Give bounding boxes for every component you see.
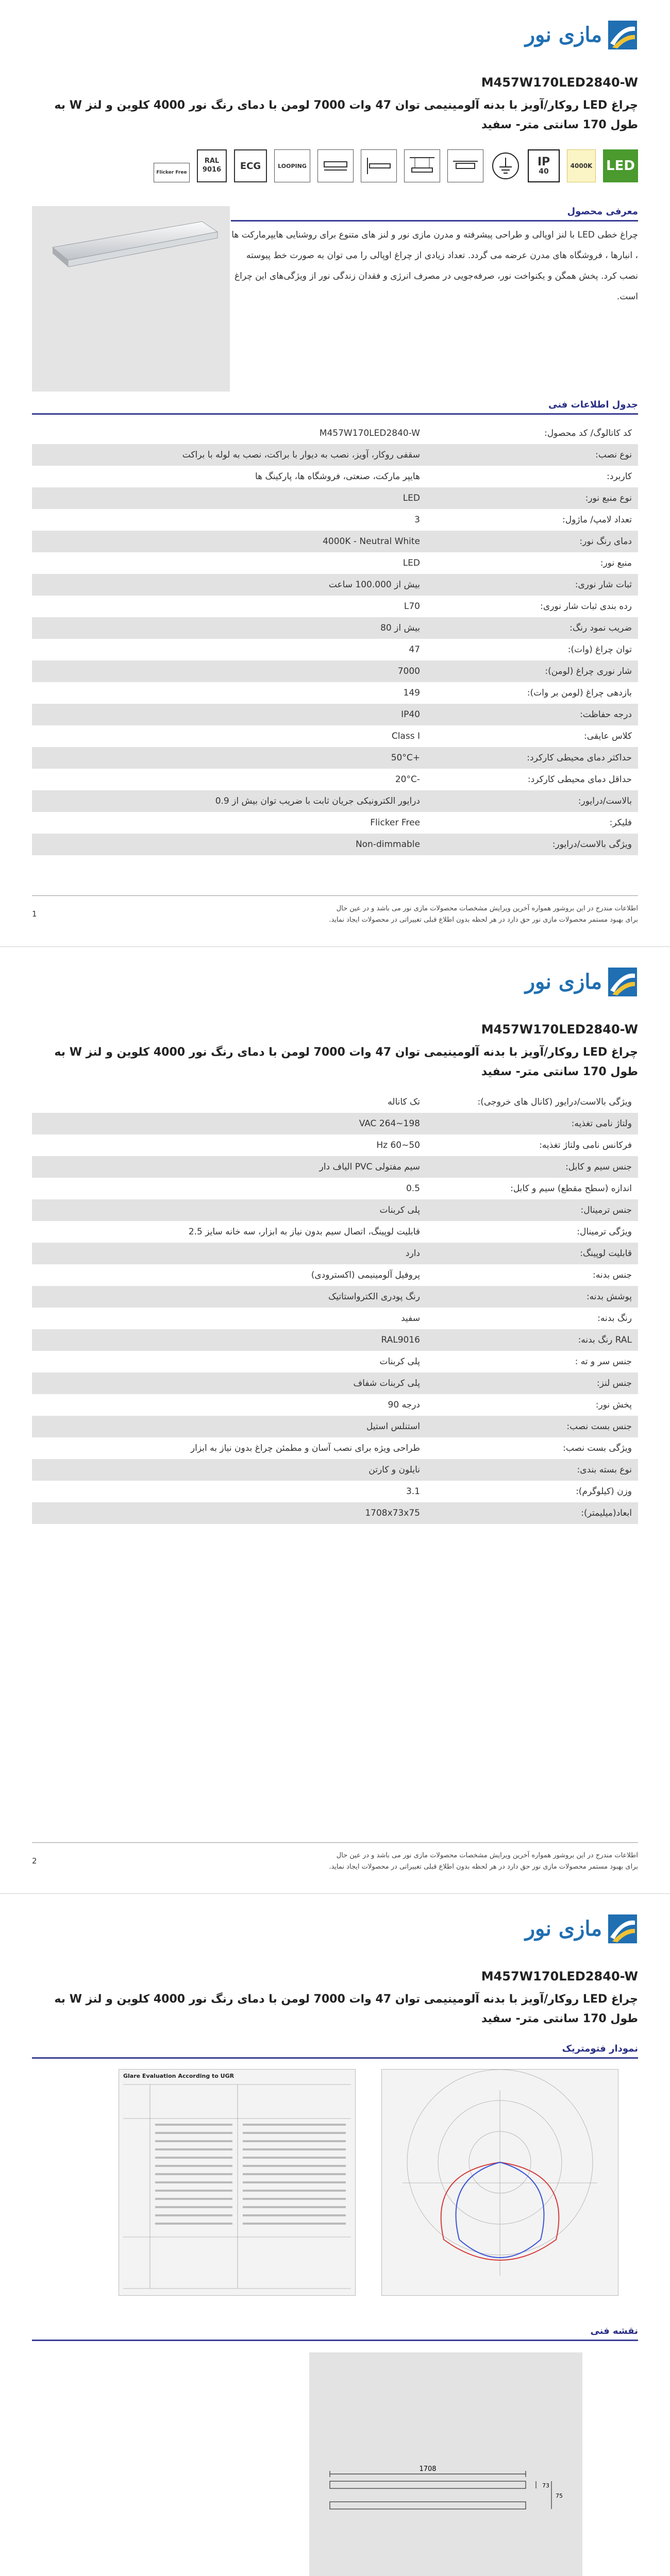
spec-key: رنگ بدنه: [597, 1313, 632, 1324]
ral-label: RAL [204, 157, 220, 165]
ugr-title: Glare Evaluation According to UGR [123, 2073, 234, 2079]
tech-heading: جدول اطلاعات فنی [32, 399, 638, 415]
ugr-table-image [119, 2069, 356, 2296]
spec-key: پخش نور: [595, 1400, 632, 1410]
spec-key: بالاست/درایور: [578, 796, 632, 806]
spec-value: 3.1 [406, 1486, 420, 1497]
ral-badge [197, 149, 227, 182]
spec-row [32, 769, 638, 790]
spec-key: فلیکر: [609, 818, 632, 828]
spec-value: 50~60 Hz [376, 1140, 420, 1150]
spec-row [32, 1351, 638, 1372]
flicker-free-badge: Flicker Free [154, 163, 190, 182]
footer-line-1: اطلاعات مندرج در این بروشور همواره آخرین ویرایش مشخصات محصولات مازی نور می باشد و در عین حال [336, 1852, 638, 1859]
spec-value: رنگ پودری الکترواستاتیک [328, 1292, 420, 1302]
spec-row [32, 747, 638, 769]
spec-row [32, 1329, 638, 1351]
polar-diagram-image [381, 2069, 618, 2296]
spec-key: دمای رنگ نور: [579, 536, 632, 547]
ral-number: 9016 [202, 166, 222, 174]
ecg-badge: ECG [234, 149, 267, 182]
spec-row [32, 1243, 638, 1264]
spec-value: 0.5 [406, 1183, 420, 1194]
spec-key: جنس ترمینال: [580, 1205, 632, 1215]
spec-key: کاربرد: [607, 471, 632, 482]
spec-value: L70 [404, 601, 420, 612]
spec-key: بازدهی چراغ (لومن بر وات): [527, 688, 632, 698]
spec-value: 3 [414, 515, 420, 525]
spec-value: تک کاناله [388, 1097, 420, 1107]
width-dimension: 73 [542, 2482, 549, 2489]
spec-row [32, 487, 638, 509]
spec-row [32, 1199, 638, 1221]
technical-drawing [309, 2352, 582, 2576]
spec-value: پلی کربنات [379, 1357, 420, 1367]
brand-logo [525, 20, 638, 50]
spec-value: قابلیت لوپینگ، اتصال سیم بدون نیاز به ابزار، سه خانه سایز 2.5 [188, 1227, 420, 1237]
spec-key: ویژگی بالاست/درایور: [552, 839, 632, 850]
ip-badge [528, 149, 560, 182]
page-2 [0, 947, 670, 1894]
spec-key: جنس بدنه: [593, 1270, 632, 1280]
spec-row [32, 509, 638, 531]
spec-value: طراحی ویژه برای نصب آسان و مطمئن چراغ بدون نیاز به ابزار [190, 1443, 420, 1453]
spec-value: بیش از 100.000 ساعت [328, 580, 420, 590]
spec-row [32, 617, 638, 639]
spec-value: RAL9016 [381, 1335, 420, 1345]
spec-value: -20°C [395, 774, 420, 785]
spec-row [32, 596, 638, 617]
ugr-grid-icon [119, 2082, 355, 2294]
spec-value: درایور الکترونیکی جریان ثابت با ضریب توان بیش از 0.9 [215, 796, 420, 806]
spec-value: استنلس استیل [366, 1421, 420, 1432]
spec-value: Flicker Free [370, 818, 420, 828]
intro-heading: معرفی محصول [231, 206, 638, 222]
spec-row [32, 639, 638, 660]
spec-key: شار نوری چراغ (لومن): [545, 666, 632, 676]
brand-name: مازی نور [525, 970, 602, 994]
wall-mount-icon [361, 149, 397, 182]
spec-key: جنس بست نصب: [566, 1421, 632, 1432]
spec-row [32, 1134, 638, 1156]
footer-line-2: برای بهبود مستمر محصولات مازی نور حق دارد در هر لحظه بدون اطلاع قبلی تغییراتی در محصولات ایجاد نماید. [329, 1863, 638, 1871]
spec-key: کلاس عایقی: [584, 731, 632, 741]
kelvin-badge: 4000K [567, 149, 596, 182]
spec-key: حداکثر دمای محیطی کارکرد: [527, 753, 632, 763]
spec-row [32, 725, 638, 747]
feature-badges [154, 149, 638, 182]
spec-row [32, 422, 638, 444]
footer [32, 895, 638, 926]
spec-value: 198~264 VAC [359, 1118, 420, 1129]
spec-key: وزن (کیلوگرم): [576, 1486, 632, 1497]
spec-row [32, 1178, 638, 1199]
spec-value: Non-dimmable [355, 839, 420, 850]
spec-row [32, 1394, 638, 1416]
page-3 [0, 1894, 670, 2576]
ground-icon [491, 149, 521, 182]
spec-row [32, 1221, 638, 1243]
page-1 [0, 0, 670, 947]
model-code: M457W170LED2840-W [481, 75, 638, 90]
spec-row [32, 1502, 638, 1524]
spec-key: درجه حفاظت: [579, 709, 632, 720]
spec-row [32, 1437, 638, 1459]
model-code: M457W170LED2840-W [481, 1969, 638, 1984]
ip-label: IP [537, 156, 550, 168]
length-dimension: 1708 [419, 2465, 437, 2473]
spec-value: IP40 [401, 709, 420, 720]
spec-row [32, 552, 638, 574]
product-photo [32, 206, 230, 392]
spec-value: LED [403, 558, 420, 568]
page-number: 1 [32, 909, 37, 919]
product-title: چراغ LED روکار/آویز با بدنه آلومینیمی توان 47 وات 7000 لومن با دمای رنگ نور 4000 کلوین و لنز W به طول 170 سانتی متر- سفید [54, 99, 638, 131]
pendant-mount-icon [404, 149, 440, 182]
spec-row [32, 1308, 638, 1329]
spec-row [32, 1264, 638, 1286]
spec-value: M457W170LED2840-W [319, 428, 420, 438]
spec-key: ابعاد(میلیمتر): [581, 1508, 632, 1518]
spec-key: کد کاتالوگ/ کد محصول: [544, 428, 632, 438]
spec-value: بیش از 80 [380, 623, 420, 633]
brand-mark-icon [607, 20, 638, 50]
spec-key: جنس سیم و کابل: [565, 1162, 632, 1172]
spec-value: پلی کربنات [379, 1205, 420, 1215]
spec-row [32, 574, 638, 596]
footer-line-1: اطلاعات مندرج در این بروشور همواره آخرین ویرایش مشخصات محصولات مازی نور می باشد و در عین حال [336, 905, 638, 912]
spec-key: نوع نصب: [595, 450, 632, 460]
spec-key: RAL رنگ بدنه: [578, 1335, 632, 1345]
spec-row [32, 704, 638, 725]
spec-key: نوع بسته بندی: [577, 1465, 632, 1475]
spec-value: سفید [401, 1313, 420, 1324]
spec-row [32, 1156, 638, 1178]
spec-key: اندازه (سطح مقطع) سیم و کابل: [510, 1183, 632, 1194]
spec-value: درجه 90 [388, 1400, 420, 1410]
spec-key: منبع نور: [600, 558, 632, 568]
spec-row [32, 812, 638, 834]
spec-row [32, 1416, 638, 1437]
spec-key: ویژگی ترمینال: [577, 1227, 632, 1237]
spec-key: جنس لنز: [596, 1378, 632, 1388]
spec-key: پوشش بدنه: [586, 1292, 632, 1302]
spec-value: LED [403, 493, 420, 503]
spec-key: رده بندی ثبات شار نوری: [540, 601, 632, 612]
led-badge: LED [603, 149, 638, 182]
spec-value: پروفیل آلومینیمی (اکسترودی) [311, 1270, 420, 1280]
spec-key: توان چراغ (وات): [567, 645, 632, 655]
spec-key: تعداد لامپ/ ماژول: [562, 515, 632, 525]
brand-mark-icon [607, 1913, 638, 1944]
spec-row [32, 834, 638, 855]
intro-text: چراغ خطی LED با لنز اوپالی و طراحی پیشرفته و مدرن مازی نور و لنز های متنوع برای روشنایی هایپرمارکت ها ، انبارها ، فروشگاه های مدرن عرضه می گردد. تعداد زیادی از چراغ اوپالی را می توان به صورت خط پیوسته نصب کرد. پخش همگن و یکنواخت نور، صرفه‌جویی در مصرف انرژی و فقدان زندگی نور از ویژگی‌های این چراغ است. [231, 230, 638, 302]
spec-row [32, 660, 638, 682]
spec-value: پلی کربنات شفاف [353, 1378, 420, 1388]
spec-value: هایپر مارکت، صنعتی، فروشگاه ها، پارکینگ ها [255, 471, 420, 482]
spec-key: ویژگی بالاست/درایور (کانال های خروجی): [477, 1097, 632, 1107]
product-title: چراغ LED روکار/آویز با بدنه آلومینیمی توان 47 وات 7000 لومن با دمای رنگ نور 4000 کلوین و لنز W به طول 170 سانتی متر- سفید [54, 1993, 638, 2025]
spec-table-1 [32, 422, 638, 855]
spec-row [32, 1481, 638, 1502]
spec-key: ضریب نمود رنگ: [569, 623, 632, 633]
page-number: 2 [32, 1856, 37, 1866]
spec-key: ویژگی بست نصب: [563, 1443, 632, 1453]
spec-value: 4000K - Neutral White [323, 536, 420, 547]
spec-value: سیم مفتولی PVC الیاف دار [319, 1162, 420, 1172]
spec-row [32, 1113, 638, 1134]
spec-row [32, 682, 638, 704]
spec-value: 7000 [397, 666, 420, 676]
brand-logo [525, 967, 638, 997]
spec-value: Class I [391, 731, 420, 741]
spec-key: نوع منبع نور: [585, 493, 632, 503]
brand-logo [525, 1913, 638, 1944]
spec-key: قابلیت لوپینگ: [580, 1248, 632, 1259]
spec-row [32, 466, 638, 487]
brand-name: مازی نور [525, 23, 602, 47]
spec-key: ثبات شار نوری: [575, 580, 632, 590]
spec-value: 149 [403, 688, 420, 698]
photometric-heading: نمودار فتومتریک [32, 2043, 638, 2059]
footer-line-2: برای بهبود مستمر محصولات مازی نور حق دارد در هر لحظه بدون اطلاع قبلی تغییراتی در محصولات ایجاد نماید. [329, 916, 638, 924]
spec-key: حداقل دمای محیطی کارکرد: [527, 774, 632, 785]
spec-key: ولتاژ نامی تغذیه: [571, 1118, 632, 1129]
spec-table-2 [32, 1091, 638, 1524]
spec-key: فرکانس نامی ولتاژ تغذیه: [539, 1140, 632, 1150]
spec-row [32, 1372, 638, 1394]
model-code: M457W170LED2840-W [481, 1022, 638, 1037]
looping-badge: LOOPING [274, 149, 310, 182]
brand-name: مازی نور [525, 1917, 602, 1941]
ceiling-mount-icon [447, 149, 483, 182]
bracket-mount-icon [317, 149, 354, 182]
drawing-heading: نقشه فنی [32, 2326, 638, 2341]
spec-value: دارد [405, 1248, 420, 1259]
spec-row [32, 1091, 638, 1113]
spec-row [32, 444, 638, 466]
spec-value: 1708x73x75 [365, 1508, 420, 1518]
brand-mark-icon [607, 967, 638, 997]
spec-row [32, 790, 638, 812]
spec-row [32, 1286, 638, 1308]
ip-number: 40 [539, 167, 549, 176]
spec-value: +50°C [391, 753, 420, 763]
spec-key: جنس سر و ته : [575, 1357, 632, 1367]
spec-row [32, 531, 638, 552]
product-title: چراغ LED روکار/آویز با بدنه آلومینیمی توان 47 وات 7000 لومن با دمای رنگ نور 4000 کلوین و لنز W به طول 170 سانتی متر- سفید [54, 1046, 638, 1078]
height-dimension: 75 [556, 2493, 563, 2499]
spec-value: سقفی روکار، آویز، نصب به دیوار با براکت، نصب به لوله با براکت [182, 450, 420, 460]
spec-row [32, 1459, 638, 1481]
spec-value: 47 [409, 645, 420, 655]
spec-value: نایلون و کارتن [368, 1465, 420, 1475]
footer [32, 1842, 638, 1873]
